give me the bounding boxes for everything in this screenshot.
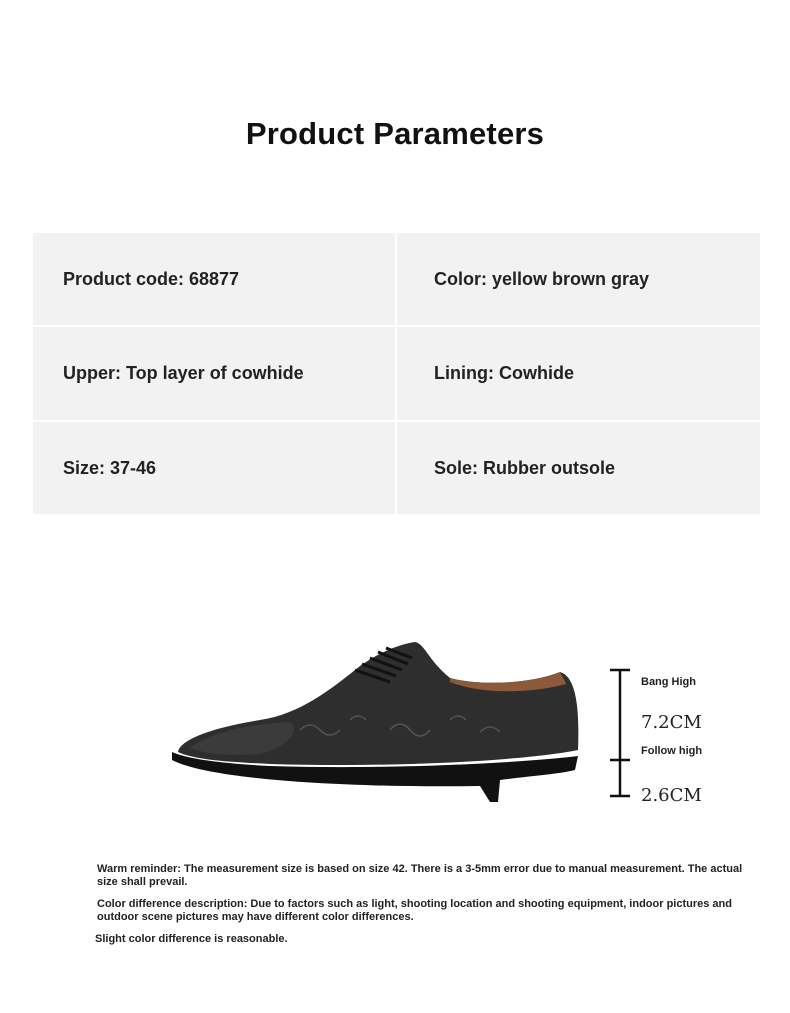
- measurement-ruler-icon: [600, 668, 640, 808]
- warm-reminder-note: Warm reminder: The measurement size is based on size 42. There is a 3-5mm error due to manual measurement. The actual size shall prevail.: [97, 863, 743, 888]
- measurement-indicator: [600, 668, 780, 808]
- oxford-shoe-icon: [150, 620, 610, 810]
- param-lining: Lining: Cowhide: [397, 327, 760, 420]
- param-product-code: Product code: 68877: [33, 233, 395, 325]
- bang-high-label: Bang High: [641, 676, 696, 688]
- slight-difference-note: Slight color difference is reasonable.: [95, 933, 288, 945]
- shoe-image: [150, 620, 610, 810]
- follow-high-label: Follow high: [641, 745, 703, 757]
- bang-high-value: 7.2CM: [641, 712, 702, 733]
- follow-high-value: 2.6CM: [641, 785, 702, 806]
- notes-section: [97, 863, 757, 956]
- param-upper: Upper: Top layer of cowhide: [33, 327, 395, 420]
- param-size: Size: 37-46: [33, 422, 395, 514]
- parameters-table: [33, 233, 760, 514]
- page-title: Product Parameters: [245, 116, 545, 151]
- param-sole: Sole: Rubber outsole: [397, 422, 760, 514]
- color-difference-note: Color difference description: Due to factors such as light, shooting location and shooting equipment, indoor pictures and outdoor scene pictures may have different color differences.: [97, 898, 732, 923]
- param-color: Color: yellow brown gray: [397, 233, 760, 325]
